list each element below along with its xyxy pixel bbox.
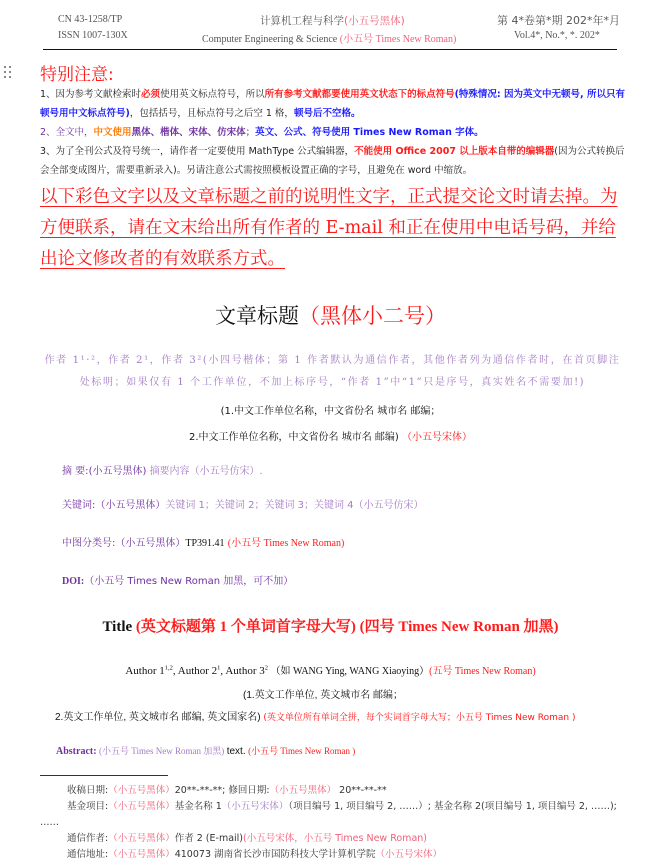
author-1: Author 1 (125, 665, 165, 677)
author-2-sup: 1 (217, 664, 221, 672)
corr-label: 通信作者: (67, 833, 109, 844)
author-3: , Author 3 (220, 665, 265, 677)
title-text: Title (102, 619, 133, 635)
header-cn-code: CN 43-1258/TP (58, 14, 123, 25)
title-text: 文章标题 (215, 304, 299, 328)
fund-label: 基金项目: (67, 801, 109, 812)
doi-note: （小五号 Times New Roman 加黑，可不加） (84, 576, 294, 587)
footnote-corresponding (40, 831, 625, 847)
emphasis-references: 所有参考文献都要使用英文状态下的标点符号 (264, 89, 455, 100)
footnote-dates (40, 783, 625, 799)
font-note: (小五号宋体，小五号 Times New Roman) (243, 833, 427, 844)
keywords-label: 关键词: (62, 500, 96, 511)
warning-text: 以下彩色文字以及文章标题之前的说明性文字，正式提交论文时请去掉。为方便联系，请在文末给出所有作者的 E-mail 和正在使用中电话号码，并给出论文修改者的有效联系方式。 (40, 187, 618, 269)
emphasis-chinese-use: 中文使用 (93, 127, 132, 138)
fund-name-1: 基金名称 1 (174, 801, 222, 812)
affiliation-en-line-2 (55, 708, 576, 723)
notice-title: 特别注意: (40, 65, 114, 85)
font-note: （小五号宋体） (221, 801, 289, 812)
drag-handle-icon[interactable] (4, 66, 12, 78)
label-note: (小五号 Times New Roman 加黑) (99, 746, 225, 756)
text: 2、全文中， (40, 127, 94, 138)
affiliation-en-line-1: (1.英文工作单位, 英文城市名 邮编； (243, 690, 404, 701)
header-volume-cn: 第 4*卷第*期 202*年*月 (497, 14, 620, 27)
addr-label: 通信地址: (67, 849, 109, 860)
emphasis-english-font: 英文、公式、符号使用 Times New Roman 字体。 (255, 127, 484, 138)
received-value: 20**-**-**; (174, 785, 226, 796)
font-note: (小五号 Times New Roman) (227, 538, 345, 549)
classification (62, 534, 344, 549)
footnote-address (40, 847, 625, 863)
emphasis-no-office-editor: 不能使用 Office 2007 以上版本自带的编辑器 (354, 146, 555, 157)
label-note: (小五号黑体) (88, 466, 147, 477)
classification-label: 中图分类号: (62, 538, 116, 549)
abstract-label: Abstract: (56, 746, 97, 757)
label-note: （小五号黑体） (108, 849, 175, 860)
abstract-content: 摘要内容（小五号仿宋）. (149, 466, 263, 477)
abstract-label: 摘 要: (62, 466, 89, 477)
authors-cn: 作者 1¹·²，作者 2¹，作者 3²(小四号楷体；第 1 作者默认为通信作者，其他作者列为通信作者时，在首页脚注处标明；如果仅有 1 个工作单位，不加上标序号，“作者 1”中“1”只是序号，真实姓名不需要加!) (44, 355, 621, 388)
notice-item-3 (40, 142, 625, 180)
title-note: (英文标题第 1 个单词首字母大写) (四号 Times New Roman 加黑) (135, 619, 559, 635)
authors-en (0, 662, 661, 677)
doi (62, 572, 293, 587)
label-note: （小五号黑体） (108, 801, 175, 812)
text: 1、因为参考文献检索时 (40, 89, 142, 100)
footnote-block (40, 783, 625, 863)
label-note: （小五号黑体） (95, 500, 166, 511)
text: 使用英文标点符号，所以 (160, 89, 265, 100)
author-2: , Author 2 (172, 665, 218, 677)
journal-name-cn: 计算机工程与科学 (260, 15, 344, 27)
emphasis-special-case: (特殊情况: 因为英文中无顿号, 所以只有顿号用中文标点符号) (40, 89, 625, 119)
label-note: （小五号黑体） (115, 538, 186, 549)
addr-value: 410073 湖南省长沙市国防科技大学计算机学院 (174, 849, 376, 860)
classification-value: TP391.41 (185, 538, 225, 549)
revised-value: 20**-**-** (336, 785, 387, 796)
text: 3、为了全刊公式及符号统一，请作者一定要使用 MathType 公式编辑器， (40, 146, 355, 157)
header-divider (43, 49, 617, 50)
corr-value: 作者 2 (E-mail) (174, 833, 244, 844)
label-note: （小五号黑体） (269, 785, 337, 796)
author-3-sup: 2 (264, 664, 268, 672)
header-journal-en (202, 30, 456, 45)
keywords-cn (62, 496, 424, 511)
abstract-content: text. (226, 746, 246, 757)
received-label: 收稿日期: (67, 785, 109, 796)
author-example: （如 WANG Ying, WANG Xiaoying） (267, 666, 430, 677)
affiliation-cn-line-2 (0, 428, 661, 443)
abstract-cn (62, 462, 263, 477)
footnote-divider (40, 775, 168, 776)
title-note: （黑体小二号） (299, 304, 446, 328)
journal-name-cn-note: (小五号黑体) (344, 15, 405, 27)
journal-name-en: Computer Engineering & Science (202, 34, 338, 45)
page-title-cn (0, 300, 661, 330)
font-note: (英文单位所有单词全拼，每个实词首字母大写；小五号 Times New Roman ) (263, 713, 576, 723)
font-note: （小五号宋体） (402, 432, 472, 443)
text: ，包括括号，且标点符号之后空 1 格， (129, 108, 294, 119)
font-note: （小五号宋体） (375, 849, 443, 860)
text: 2.中文工作单位名称，中文省份名 城市名 邮编) (189, 432, 399, 443)
notice-item-2 (40, 123, 625, 142)
fund-details: （项目编号 1, 项目编号 2, ……）; 基金名称 2(项目编号 1, 项目编号 2, ……); …… (40, 801, 617, 828)
emphasis-fonts: 黑体、楷体、宋体、仿宋体 (131, 127, 246, 138)
header-issn: ISSN 1007-130X (58, 30, 128, 41)
font-note: (五号 Times New Roman) (429, 666, 536, 677)
label-note: （小五号黑体） (108, 833, 175, 844)
text: (因为公式转换后会全部变成图片，需要重新录入)。另请注意公式需按照模板设置正确的字号，且避免在 word 中缩放。 (40, 146, 625, 176)
text: 2.英文工作单位, 英文城市名 邮编, 英文国家名) (55, 712, 261, 723)
notice-item-1 (40, 85, 625, 123)
emphasis-dunhao: 顿号后不空格。 (293, 108, 361, 119)
font-note: (小五号 Times New Roman ) (248, 746, 356, 756)
text: ； (245, 127, 256, 138)
keywords-content: 关键词 1；关键词 2；关键词 3；关键词 4（小五号仿宋） (165, 500, 424, 511)
affiliation-cn-line-1: (1.中文工作单位名称，中文省份名 城市名 邮编； (220, 406, 441, 417)
removal-warning (40, 182, 625, 275)
label-note: （小五号黑体） (108, 785, 175, 796)
emphasis-must: 必须 (141, 89, 161, 100)
page-title-en (0, 615, 661, 636)
revised-label: 修回日期: (225, 785, 270, 796)
doi-label: DOI: (62, 576, 85, 587)
header-volume-en: Vol.4*, No.*, *. 202* (514, 30, 600, 41)
author-1-sup: 1,2 (164, 664, 173, 672)
footnote-fund (40, 799, 625, 831)
header-journal-cn (260, 13, 405, 28)
journal-name-en-note: (小五号 Times New Roman) (339, 34, 457, 45)
abstract-en (56, 744, 355, 757)
